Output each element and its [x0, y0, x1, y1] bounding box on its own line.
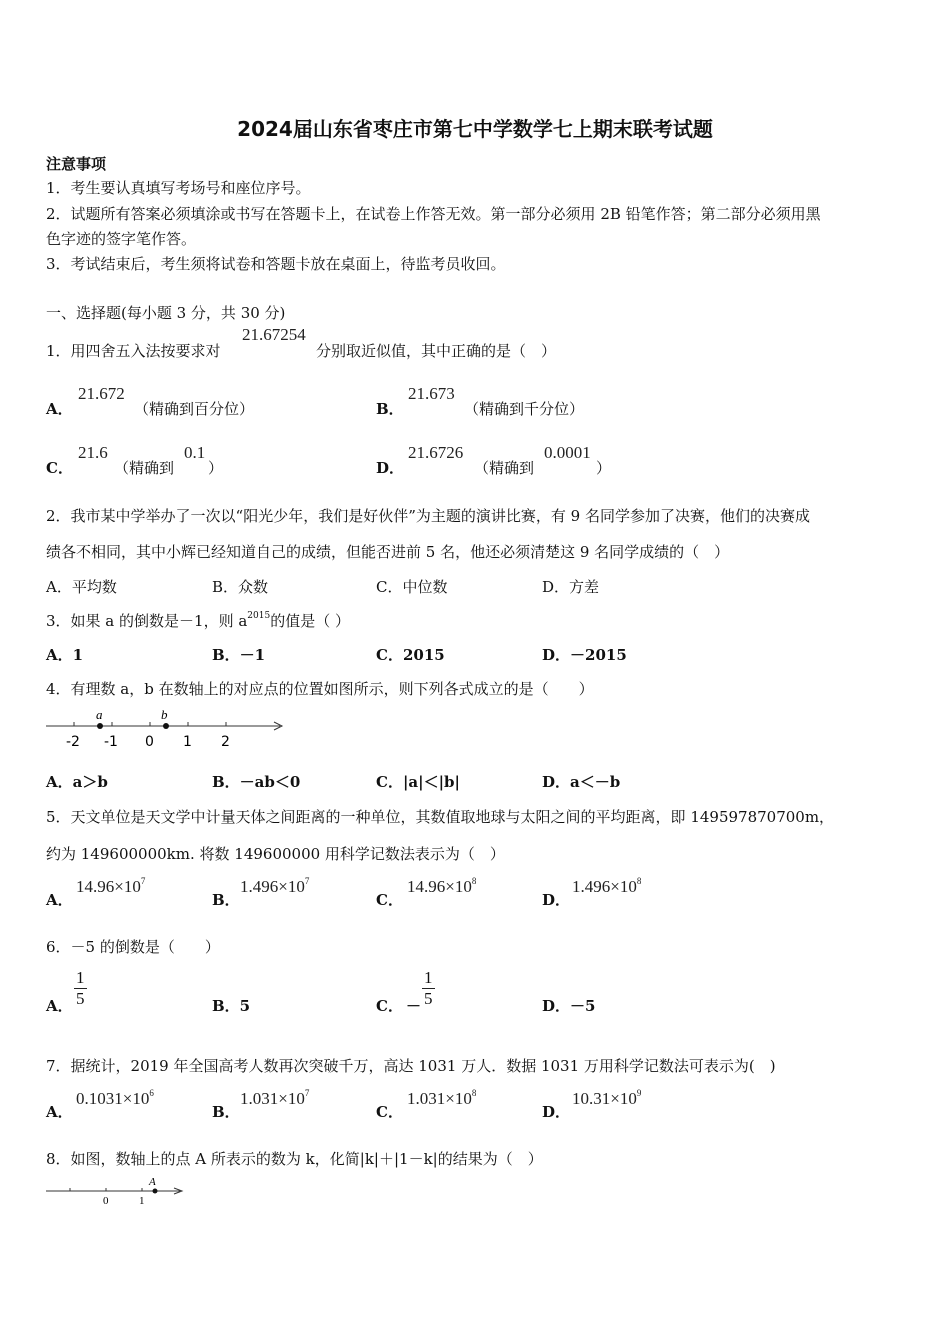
question-text: 7．据统计，2019 年全国高考人数再次突破千万，高达 1031 万人．数据 1031 万用科学记数法可表示为( ): [46, 1057, 776, 1075]
exponent: 8: [471, 1088, 477, 1098]
exponent: 7: [140, 876, 146, 886]
option-value: 1.031×10: [240, 1089, 305, 1108]
option-value: 21.672: [78, 384, 125, 403]
exponent: 7: [304, 1088, 310, 1098]
tick-label: 1: [139, 1195, 145, 1207]
fraction: [74, 968, 87, 1009]
label-a: a: [96, 707, 103, 722]
question-3: [46, 610, 350, 631]
question-text: 约为 149600000km. 将数 149600000 用科学记数法表示为（ ）: [46, 845, 505, 863]
page-title: 2024届山东省枣庄市第七中学数学七上期末联考试题: [237, 117, 713, 141]
option-label: A．: [46, 1103, 73, 1121]
option-label: B．: [212, 1103, 240, 1121]
question-text: 4．有理数 a，b 在数轴上的对应点的位置如图所示，则下列各式成立的是（ ）: [46, 680, 594, 698]
option: B．5: [212, 997, 251, 1015]
option-note: （精确到: [474, 459, 535, 477]
option: D．a＜－b: [542, 773, 621, 791]
q1-number: 21.67254: [242, 325, 306, 344]
label-A: A: [149, 1176, 156, 1188]
option-value: 0.1031×10: [76, 1089, 150, 1108]
option-value: 1.496×10: [572, 877, 637, 896]
point-a: [97, 723, 103, 729]
option-value: 1.031×10: [407, 1089, 472, 1108]
notice-item: 2．试题所有答案必须填涂或书写在答题卡上，在试卷上作答无效。第一部分必须用 2B 铅笔作答；第二部分必须用黑: [46, 205, 821, 223]
option-label: A．: [46, 997, 73, 1015]
option: D．方差: [542, 578, 600, 596]
option-label: C．: [46, 459, 73, 477]
option: C．中位数: [376, 578, 448, 596]
option-value: 21.673: [408, 384, 455, 403]
option: A．平均数: [46, 578, 117, 596]
option-note: （精确到百分位）: [134, 400, 255, 418]
number-line-figure: [40, 704, 300, 752]
option-label: C．: [376, 997, 403, 1015]
exponent: 6: [149, 1088, 154, 1098]
tick-label: 2: [221, 734, 230, 750]
option-value: 21.6: [78, 443, 108, 462]
numerator: 1: [424, 968, 433, 987]
option: B．－1: [212, 646, 266, 664]
option-label: B．: [212, 891, 240, 909]
exponent: 7: [304, 876, 310, 886]
option-note: ）: [208, 459, 224, 477]
option-label: D．: [542, 1103, 571, 1121]
question-1: [46, 340, 221, 361]
question-text: 的值是（ ）: [270, 612, 350, 630]
option: B．众数: [212, 578, 269, 596]
option-note: （精确到: [114, 459, 175, 477]
tick-label: -1: [104, 734, 118, 750]
section-heading: 一、选择题(每小题 3 分，共 30 分): [46, 304, 286, 322]
option-note: ）: [596, 459, 612, 477]
tick-label: 0: [145, 734, 154, 750]
numerator: 1: [76, 968, 85, 987]
option: B．－ab＜0: [212, 773, 301, 791]
label-b: b: [161, 707, 168, 722]
notice-heading: 注意事项: [46, 155, 107, 173]
option-label: C．: [376, 1103, 403, 1121]
notice-item: 1．考生要认真填写考场号和座位序号。: [46, 179, 311, 197]
option-label: A．: [46, 891, 73, 909]
denominator: 5: [424, 989, 433, 1008]
option-value: 21.6726: [408, 443, 464, 462]
question-text: 8．如图，数轴上的点 A 所表示的数为 k，化简|k|＋|1－k|的结果为（ ）: [46, 1150, 543, 1168]
option-label: B．: [376, 400, 404, 418]
question-text: 2．我市某中学举办了一次以“阳光少年，我们是好伙伴”为主题的演讲比赛，有 9 名同学参加了决赛，他们的决赛成: [46, 507, 810, 525]
option: C．|a|＜|b|: [376, 773, 460, 791]
option: D．－2015: [542, 646, 627, 664]
option: D．－5: [542, 997, 596, 1015]
question-text: 1．用四舍五入法按要求对: [46, 342, 221, 360]
option-label: D．: [542, 891, 571, 909]
option-value: 1.496×10: [240, 877, 305, 896]
option-value: 14.96×10: [76, 877, 141, 896]
exponent: 2015: [247, 611, 271, 621]
exponent: 8: [471, 876, 477, 886]
option-label: A．: [46, 400, 73, 418]
exponent: 9: [636, 1088, 642, 1098]
notice-item: 色字迹的签字笔作答。: [46, 230, 197, 248]
option-label: C．: [376, 891, 403, 909]
question-text: 5．天文单位是天文学中计量天体之间距离的一种单位，其数值取地球与太阳之间的平均距离，即 149597870700m，: [46, 808, 835, 826]
option: A．1: [46, 646, 84, 664]
fraction: [422, 968, 435, 1009]
point-A: [153, 1189, 158, 1194]
tick-label: 1: [183, 734, 192, 750]
question-text: 绩各不相同，其中小辉已经知道自己的成绩，但能否进前 5 名，他还必须清楚这 9 名同学成绩的（ ）: [46, 543, 730, 561]
question-text: 6．－5 的倒数是（ ）: [46, 938, 220, 956]
question-text: 3．如果 a 的倒数是－1，则 a: [46, 612, 248, 630]
option: A．a＞b: [46, 773, 108, 791]
option-value: 10.31×10: [572, 1089, 637, 1108]
option-value: 14.96×10: [407, 877, 472, 896]
sign: －: [406, 997, 422, 1015]
notice-item: 3．考试结束后，考生须将试卷和答题卡放在桌面上，待监考员收回。: [46, 255, 506, 273]
exponent: 8: [636, 876, 642, 886]
point-b: [163, 723, 169, 729]
option-value: 0.0001: [544, 443, 591, 462]
option-label: D．: [376, 459, 405, 477]
option: C．2015: [376, 646, 445, 664]
number-line-figure: [40, 1174, 200, 1210]
denominator: 5: [76, 989, 85, 1008]
question-text: 分别取近似值，其中正确的是（ ）: [316, 342, 557, 360]
option-value: 0.1: [184, 443, 206, 462]
option-note: （精确到千分位）: [464, 400, 585, 418]
tick-label: 0: [103, 1195, 109, 1207]
tick-label: -2: [66, 734, 80, 750]
